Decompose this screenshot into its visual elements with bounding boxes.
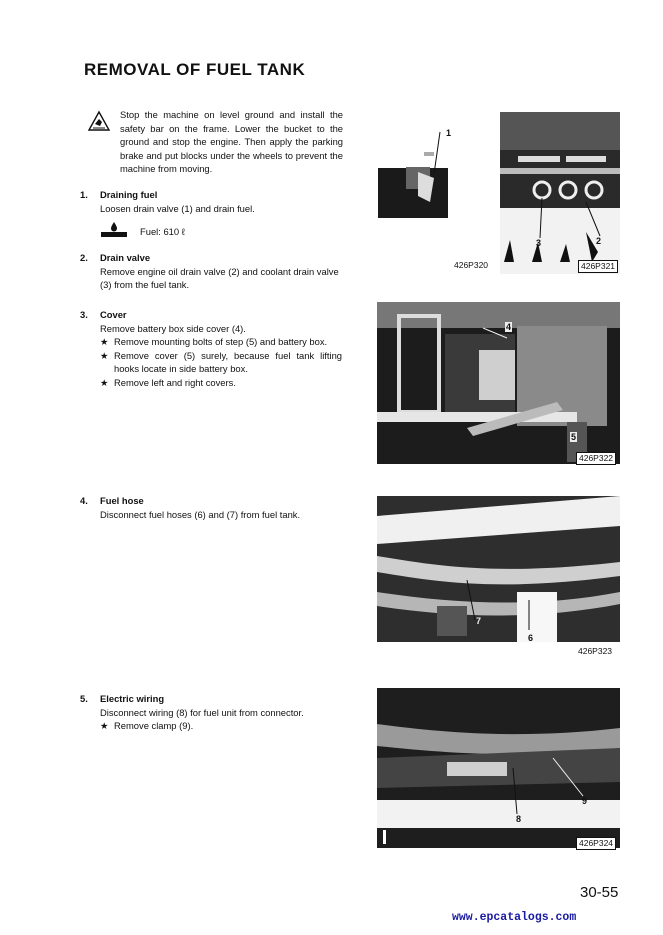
- fuel-capacity: [100, 221, 342, 239]
- step-3: [80, 308, 342, 389]
- page-title: REMOVAL OF FUEL TANK: [84, 60, 306, 79]
- photo-drain-valves: [500, 112, 620, 274]
- substep: ★ Remove left and right covers.: [100, 376, 236, 388]
- star-bullet-icon: ★: [100, 336, 109, 347]
- callout-8: 8: [516, 814, 522, 824]
- substep: ★ Remove mounting bolts of step (5) and battery box.: [100, 336, 328, 347]
- warning-triangle-icon: [88, 110, 110, 132]
- star-bullet-icon: ★: [100, 376, 109, 388]
- photo-fuel-hoses: [377, 496, 620, 642]
- step-5: [80, 692, 342, 733]
- page-number: 30-55: [580, 884, 619, 901]
- callout-2: 2: [596, 236, 602, 246]
- photo-battery-box: [377, 302, 620, 464]
- safety-warning: [88, 108, 343, 176]
- callout-4: 4: [506, 322, 512, 332]
- step-number: 3.: [80, 309, 88, 320]
- step-2: [80, 251, 342, 292]
- figure-caption: 426P321: [578, 260, 618, 273]
- step-number: 2.: [80, 252, 88, 263]
- warning-text: Stop the machine on level ground and install the safety bar on the frame. Lower the bucket to the ground and stop the engine. Then apply the parking brake and put blocks under the wheels to prevent the machine from moving.: [120, 109, 343, 174]
- callout-3: 3: [536, 238, 542, 248]
- callout-6: 6: [528, 633, 534, 643]
- step-number: 1.: [80, 189, 88, 200]
- figure-caption: 426P320: [454, 260, 489, 270]
- step-heading: Fuel hose: [100, 495, 144, 506]
- figure-caption: 426P322: [576, 452, 616, 465]
- step-4: [80, 494, 342, 521]
- fuel-tank-icon: [100, 221, 128, 239]
- callout-1: 1: [446, 128, 452, 138]
- callout-5: 5: [571, 432, 577, 442]
- step-number: 4.: [80, 495, 88, 506]
- step-heading: Draining fuel: [100, 189, 158, 200]
- step-heading: Electric wiring: [100, 693, 165, 704]
- step-1: [80, 188, 342, 239]
- callout-9: 9: [582, 796, 588, 806]
- substep: ★ Remove cover (5) surely, because fuel tank lifting hooks locate in side battery box.: [100, 349, 342, 374]
- step-text: Disconnect wiring (8) for fuel unit from connector.: [100, 706, 304, 718]
- figure-caption: 426P323: [578, 646, 613, 656]
- step-text: Disconnect fuel hoses (6) and (7) from fuel tank.: [100, 508, 301, 520]
- step-heading: Drain valve: [100, 252, 151, 263]
- substep: ★ Remove clamp (9).: [100, 720, 194, 731]
- figure-caption: 426P324: [576, 837, 616, 850]
- star-bullet-icon: ★: [100, 720, 109, 731]
- fuel-note: Fuel: 610 ℓ: [140, 226, 185, 237]
- star-bullet-icon: ★: [100, 349, 109, 361]
- step-heading: Cover: [100, 309, 127, 320]
- callout-7: 7: [476, 616, 482, 626]
- step-number: 5.: [80, 693, 88, 704]
- step-text: Remove engine oil drain valve (2) and coolant drain valve (3) from the fuel tank.: [100, 265, 339, 290]
- step-text: Loosen drain valve (1) and drain fuel.: [100, 202, 255, 214]
- photo-electric-wiring: [377, 688, 620, 848]
- website-link[interactable]: www.epcatalogs.com: [452, 911, 577, 924]
- step-text: Remove battery box side cover (4).: [100, 322, 246, 334]
